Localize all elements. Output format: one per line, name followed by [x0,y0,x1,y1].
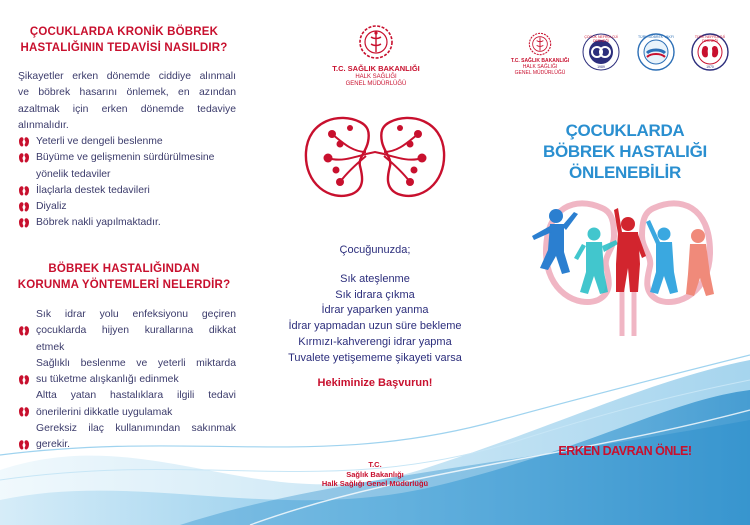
section2-title [10,261,238,293]
nefroloji-association-logo [582,33,620,71]
bullet-text: gerekir. [36,439,71,451]
intro-line: Şikayetler erken dönemde ciddiye alınmalı [18,71,236,82]
symptom-item: Kırmızı-kahverengi idrar yapma [298,335,452,348]
section2-bullets [18,307,236,454]
society-logo-year: 1970 [706,65,714,69]
section2-title-line1: BÖBREK HASTALIĞINDAN [48,263,200,275]
society-logo-text: TÜRK NEFROLOJİ DERNEĞİ [694,35,726,43]
ministry-logo-icon [358,24,394,60]
ministry-sub-small: GENEL MÜDÜRLÜĞÜ [514,70,566,76]
section1-intro [18,69,236,134]
section2-title-line2: KORUNMA YÖNTEMLERİ NELERDİR? [17,279,231,291]
list-item [18,356,236,389]
section1-title [20,24,228,56]
foundation-logo-text: TÜRK BÖBREK VAKFI [638,35,674,39]
brochure-title [520,120,730,183]
footer-line: T.C. [368,460,382,469]
footer-line: Sağlık Bakanlığı [346,469,404,479]
section1-bullets [18,134,240,232]
bullet-text: etmek [36,341,65,353]
kidney-bullet-icon [18,152,30,163]
bullet-text: Böbrek nakli yapılmaktadır. [36,217,161,229]
right-panel [500,0,750,525]
kidney-illustration-icon [300,112,450,204]
nefroloji-logo-year: 1989 [597,65,605,69]
intro-line: azaltmak için erken dönemde tedaviye [18,103,236,115]
ministry-name: T.C. SAĞLIK BAKANLIĞI [332,64,420,73]
footer-credit [270,460,480,489]
children-silhouettes-icon [518,196,738,344]
bullet-text: Büyüme ve gelişmenin sürdürülmesine [36,152,215,164]
symptom-item: İdrar yaparken yanma [321,304,429,317]
ministry-name-small: T.C. SAĞLIK BAKANLIĞI [510,58,570,64]
kidney-bullet-icon [18,439,30,450]
title-line: ÖNLENEBİLİR [569,163,681,182]
bullet-text: çocuklarda hijyen kurallarına dikkat [36,325,236,337]
nefroloji-logo-text: ÇOCUK NEFROLOJİ DERNEĞİ [584,35,618,43]
list-item [18,183,240,199]
symptom-item: İdrar yapmadan uzun süre bekleme [288,320,462,333]
kidney-bullet-icon [18,325,30,336]
list-item [18,199,240,215]
bullet-text: Sık idrar yolu enfeksiyonu geçiren [36,309,236,320]
symptom-item: Sık ateşlenme [340,273,410,285]
symptom-list [270,272,480,366]
section1-title-line1: ÇOCUKLARDA KRONİK BÖBREK [29,26,219,38]
list-item [18,215,240,231]
list-item [18,134,240,150]
symptom-intro: Çocuğunuzda; [339,244,411,256]
section1-title-line2: HASTALIĞININ TEDAVİSİ NASILDIR? [20,42,228,54]
bullet-text: Gereksiz ilaç kullanımından sakınmak [36,423,236,435]
bullet-text: İlaçlarla destek tedavileri [36,184,150,196]
ministry-sub-small: HALK SAĞLIĞI [522,64,558,70]
list-item [18,307,236,356]
left-panel [0,0,250,525]
list-item [18,388,236,421]
kidney-bullet-icon [18,374,30,385]
bullet-text: Diyaliz [36,201,67,213]
kidney-bullet-icon [18,406,30,417]
title-line: BÖBREK HASTALIĞI [543,142,707,161]
kidney-bullet-icon [18,136,30,147]
ministry-logo-text [310,64,442,88]
ministry-sub1: HALK SAĞLIĞI [355,74,397,80]
middle-panel [250,0,500,525]
bullet-text: su tüketme alışkanlığı edinmek [36,374,179,386]
ministry-logo-icon [528,32,552,56]
bullet-text: yönelik tedaviler [36,168,111,180]
list-item [18,421,236,454]
intro-line: alınmalıdır. [18,119,69,131]
cta-text: Hekiminize Başvurun! [317,377,433,389]
bullet-text: Yeterli ve dengeli beslenme [36,136,163,147]
slogan-text: ERKEN DAVRAN ÖNLE! [558,444,692,458]
bullet-text: Sağlıklı beslenme ve yeterli miktarda [36,357,236,369]
nephrology-society-logo [691,33,729,71]
kidney-foundation-logo [637,33,675,71]
intro-line: ve böbrek hasarını önlemek, en azından [18,87,236,99]
bullet-text: Altta yatan hastalıklara ilgili tedavi [36,390,236,402]
ministry-logo-small-text [504,58,576,76]
footer-line: Halk Sağlığı Genel Müdürlüğü [321,479,429,488]
symptom-item: Sık idrara çıkma [335,288,415,301]
bullet-text: önerilerini dikkatle uygulamak [36,406,173,418]
symptom-item: Tuvalete yetişememe şikayeti varsa [288,351,462,364]
kidney-bullet-icon [18,201,30,212]
kidney-bullet-icon [18,185,30,196]
kidney-bullet-icon [18,217,30,228]
ministry-sub2: GENEL MÜDÜRLÜĞÜ [345,81,407,87]
title-line: ÇOCUKLARDA [565,121,685,140]
list-item [18,150,240,183]
